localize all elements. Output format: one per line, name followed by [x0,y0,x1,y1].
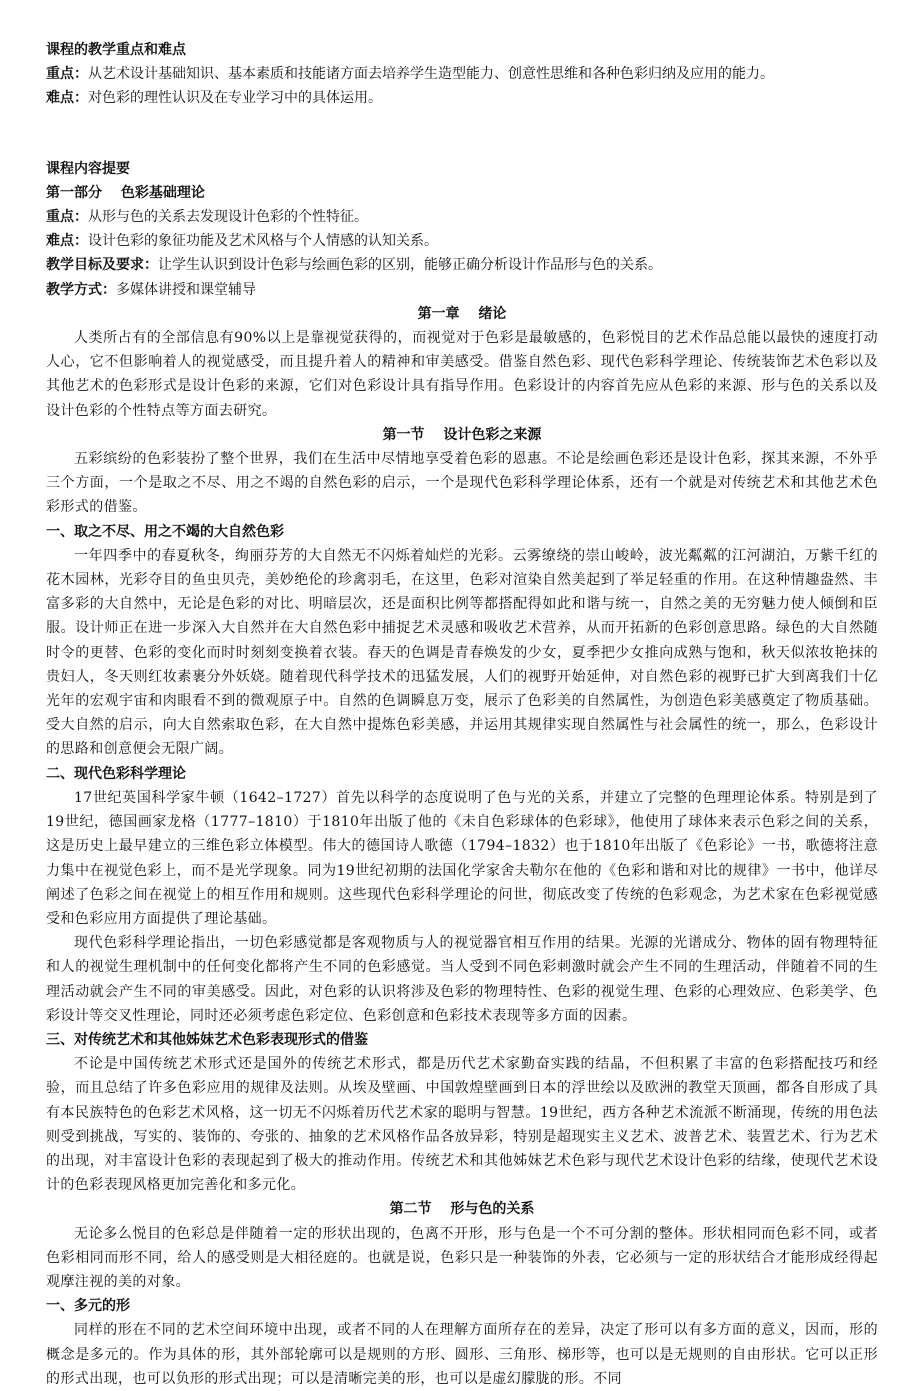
section2-paragraph-1: 同样的形在不同的艺术空间环境中出现，或者不同的人在理解方面所存在的差异，决定了形可以有多方面的意义，因而，形的概念是多元的。作为具体的形，其外部轮廓可以是规则的方形、圆形、三角形、梯形等，也可以是无规则的自由形状。它可以正形的形式出现，也可以负形的形式出现；可以是清晰完美的形，也可以是虚幻朦胧的形。不同 [46,1322,878,1387]
outline-key-text: 从形与色的关系去发现设计色彩的个性特征。 [88,209,368,226]
outline-difficulty-line [46,229,878,253]
chapter-title: 第一章 绪论 [417,305,507,322]
outline-method-line [46,278,878,302]
outline-method-text: 多媒体讲授和课堂辅导 [116,281,256,298]
section2-title: 第二节 形与色的关系 [389,1201,535,1218]
focus-difficulty-label: 难点： [46,90,88,107]
outline-difficulty-label: 难点： [46,233,88,250]
section1-intro-paragraph: 五彩缤纷的色彩装扮了整个世界，我们在生活中尽情地享受着色彩的恩惠。不论是绘画色彩还是设计色彩，探其来源，不外乎三个方面，一个是取之不尽、用之不竭的自然色彩的启示，一个是现代色彩科学理论体系，还有一个就是对传统艺术和其他艺术色彩形式的借鉴。 [46,451,878,516]
outline-difficulty-text: 设计色彩的象征功能及艺术风格与个人情感的认知关系。 [88,233,438,250]
section1-heading-1: 一、取之不尽、用之不竭的大自然色彩 [46,523,284,540]
focus-difficulty-text: 对色彩的理性认识及在专业学习中的具体运用。 [88,90,382,107]
section1-paragraph-3: 不论是中国传统艺术形式还是国外的传统艺术形式，都是历代艺术家勤奋实践的结晶，不但积累了丰富的色彩搭配技巧和经验，而且总结了许多色彩应用的规律及法则。从埃及壁画、中国敦煌壁画到日本的浮世绘以及欧洲的教堂天顶画，都各自形成了具有本民族特色的色彩艺术风格，这一切无不闪烁着历代艺术家的聪明与智慧。19世纪，西方各种艺术流派不断涌现，传统的用色法则受到挑战，写实的、装饰的、夸张的、抽象的艺术风格作品各放异彩，特别是超现实主义艺术、波普艺术、装置艺术、行为艺术的出现，对丰富设计色彩的表现起到了极大的推动作用。传统艺术和其他姊妹艺术色彩与现代艺术设计色彩的结缘，使现代艺术设计的色彩表现风格更加完善化和多元化。 [46,1056,878,1194]
focus-title: 课程的教学重点和难点 [46,42,186,58]
outline-key-label: 重点： [46,209,88,226]
outline-method-label: 教学方式： [46,281,116,298]
section1-paragraph-2b: 现代色彩科学理论指出，一切色彩感觉都是客观物质与人的视觉器官相互作用的结果。光源的光谱成分、物体的固有物理特征和人的视觉生理机制中的任何变化都将产生不同的色彩感觉。当人受到不同色彩刺激时就会产生不同的生理活动，伴随着不同的生理活动就会产生不同的审美感受。因此，对色彩的认识将涉及色彩的物理特性、色彩的视觉生理、色彩的心理效应、色彩美学、色彩设计等交叉性理论，同时还必须考虑色彩定位、色彩创意和色彩技术表现等多方面的因素。 [46,935,878,1024]
focus-key-line [46,62,878,86]
section1-title: 第一节 设计色彩之来源 [382,426,542,443]
section2-intro-paragraph: 无论多么悦目的色彩总是伴随着一定的形状出现的，色离不开形，形与色是一个不可分割的整体。形状相同而色彩不同，或者色彩相同而形不同，给人的感受则是大相径庭的。也就是说，色彩只是一种装饰的外表，它必须与一定的形状结合才能形成经得起观摩注视的美的对象。 [46,1225,878,1290]
outline-goal-line [46,253,878,277]
section1-paragraph-2a: 17世纪英国科学家牛顿（1642–1727）首先以科学的态度说明了色与光的关系，并建立了完整的色理理论体系。特别是到了19世纪，德国画家龙格（1777–1810）于1810年出版了他的《未自色彩球体的色彩球》，他使用了球体来表示色彩之间的关系，这是历史上最早建立的三维色彩立体模型。伟大的德国诗人歌德（1794–1832）也于1810年出版了《色彩论》一书，歌德将注意力集中在视觉色彩上，而不是光学现象。同为19世纪初期的法国化学家舍夫勒尔在他的《色彩和谐和对比的规律》一书中，他详尽阐述了色彩之间在视觉上的相互作用和规则。这些现代色彩科学理论的问世，彻底改变了传统的色彩观念，为艺术家在色彩视觉感受和色彩应用方面提供了理论基础。 [46,789,878,927]
section1-heading-3: 三、对传统艺术和其他姊妹艺术色彩表现形式的借鉴 [46,1031,368,1048]
section2-heading-1: 一、多元的形 [46,1298,130,1315]
outline-key-line [46,205,878,229]
section1-paragraph-1: 一年四季中的春夏秋冬，绚丽芬芳的大自然无不闪烁着灿烂的光彩。云雾缭绕的崇山峻岭，波光粼粼的江河湖泊，万紫千红的花木园林，光彩夺目的鱼虫贝壳，美妙绝伦的珍禽羽毛，在这里，色彩对渲染自然美起到了举足轻重的作用。在这种情趣盎然、丰富多彩的大自然中，无论是色彩的对比、明暗层次，还是面积比例等都搭配得如此和谐与统一，自然之美的无穷魅力使人倾倒和臣服。设计师正在进一步深入大自然并在大自然色彩中捕捉艺术灵感和吸收艺术营养，从而开拓新的色彩创意思路。绿色的大自然随时令的更替、色彩的变化而时时刻刻变换着衣装。春天的色调是青春焕发的少女，夏季把少女推向成熟与饱和，秋天似浓妆艳抹的贵妇人，冬天则红妆素裹分外妖娆。随着现代科学技术的迅猛发展，人们的视野开始延伸，对自然色彩的视野已扩大到离我们十亿光年的宏观宇宙和肉眼看不到的微观原子中。自然的色调瞬息万变，展示了色彩美的自然属性，为创造色彩美感奠定了物质基础。受大自然的启示，向大自然索取色彩，在大自然中提炼色彩美感，并运用其规律实现自然属性与社会属性的统一，那么，色彩设计的思路和创意便会无限广阔。 [46,547,878,758]
focus-difficulty-line [46,86,878,110]
outline-title: 课程内容提要 [46,160,130,177]
focus-key-label: 重点： [46,66,88,83]
part-heading: 第一部分 色彩基础理论 [46,184,205,201]
outline-goal-label: 教学目标及要求： [46,257,158,274]
focus-key-text: 从艺术设计基础知识、基本素质和技能诸方面去培养学生造型能力、创意性思维和各种色彩归纳及应用的能力。 [88,66,774,83]
outline-goal-text: 让学生认识到设计色彩与绘画色彩的区别，能够正确分析设计作品形与色的关系。 [158,257,662,274]
chapter-intro-paragraph: 人类所占有的全部信息有90%以上是靠视觉获得的，而视觉对于色彩是最敏感的，色彩悦目的艺术作品总能以最快的速度打动人心，它不但影响着人的视觉感受，而且提升着人的精神和审美感受。借鉴自然色彩、现代色彩科学理论、传统装饰艺术色彩以及其他艺术的色彩形式是设计色彩的来源，它们对色彩设计具有指导作用。色彩设计的内容首先应从色彩的来源、形与色的关系以及设计色彩的个性特点等方面去研究。 [46,330,878,419]
section1-heading-2: 二、现代色彩科学理论 [46,765,186,782]
